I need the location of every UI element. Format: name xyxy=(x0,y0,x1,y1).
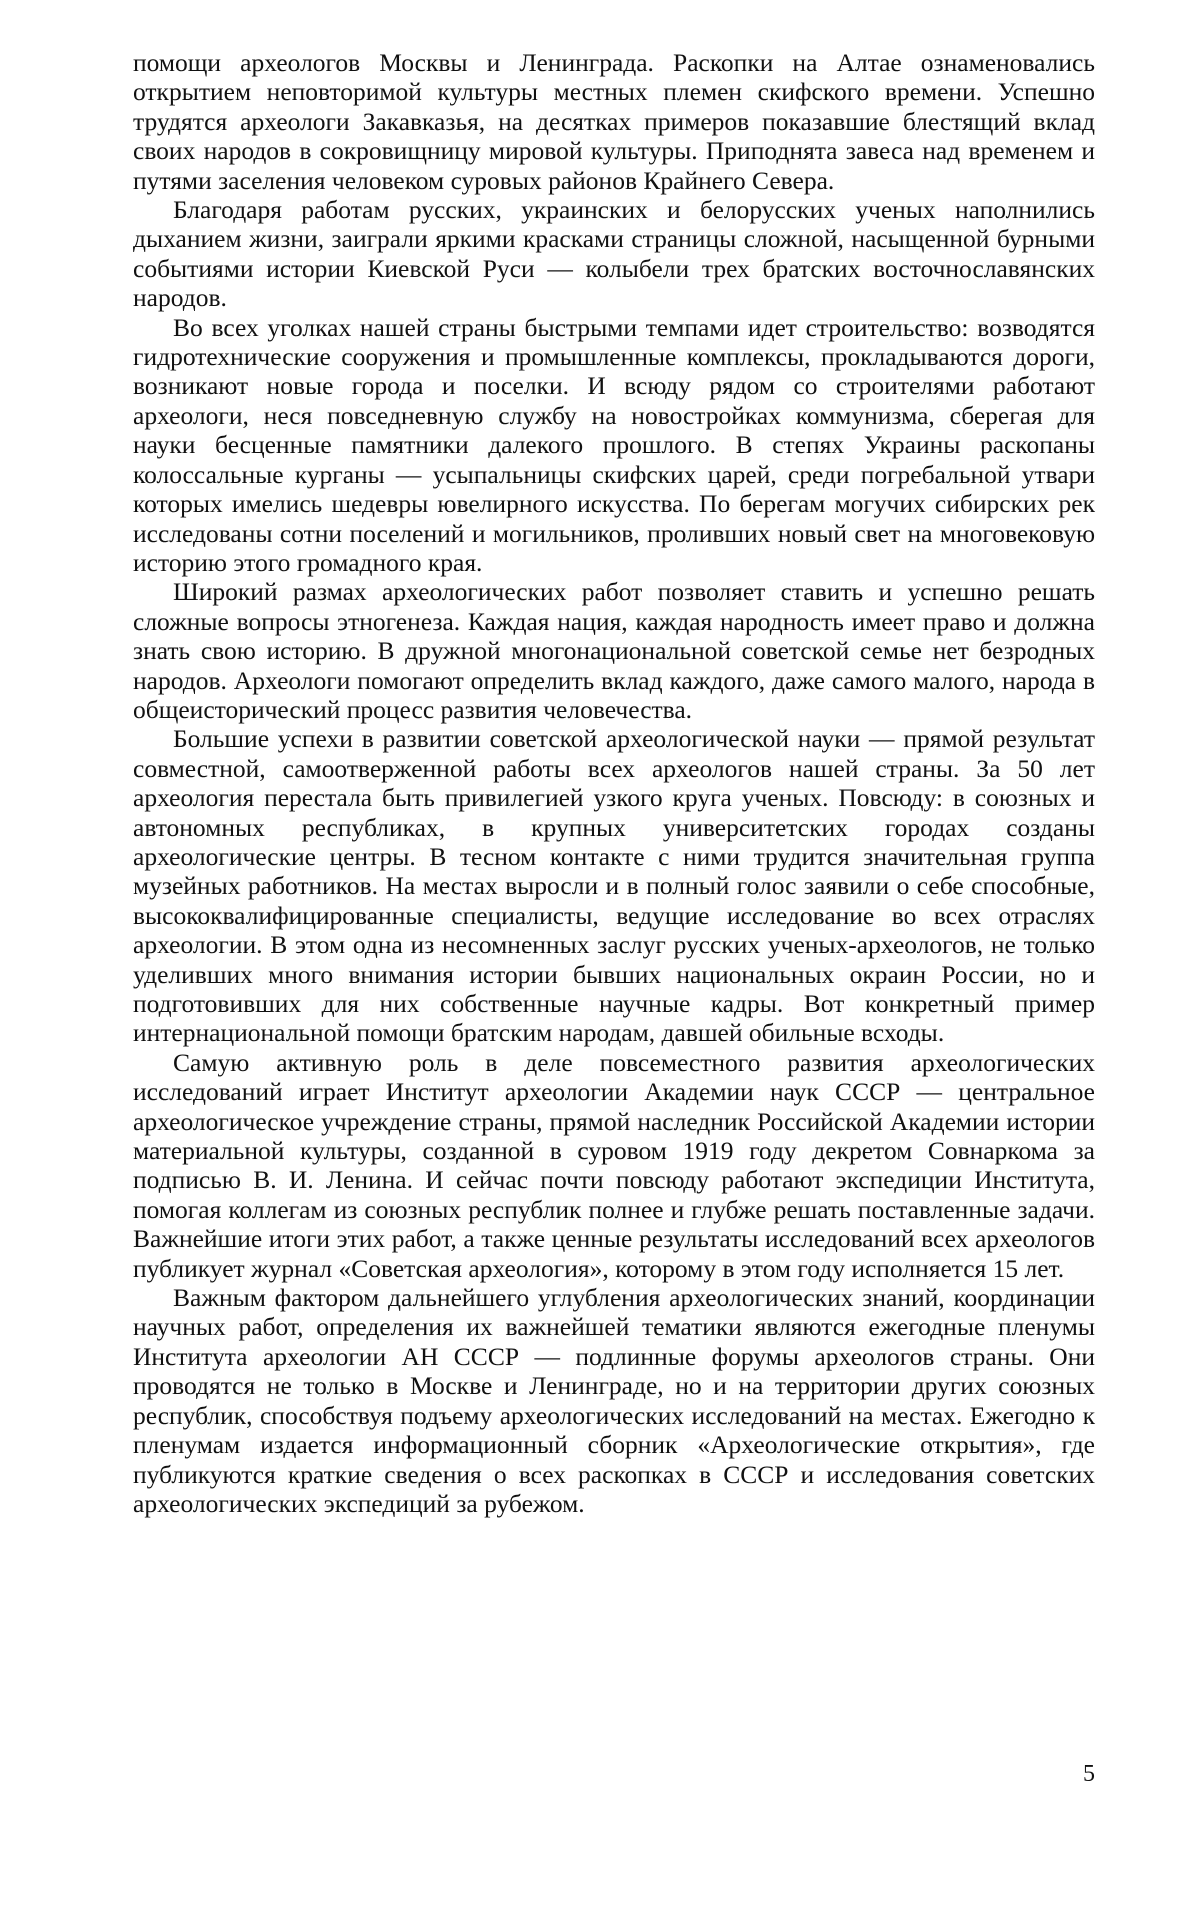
page-number: 5 xyxy=(1083,1761,1095,1787)
paragraph-5: Большие успехи в развитии советской археологической науки — прямой результат совместной, самоотверженной работы всех археологов нашей страны. За 50 лет археология перестала быть привилегией узкого круга ученых. Повсюду: в союзных и автономных республиках, в крупных университетских городах созданы археологические центры. В тесном контакте с ними трудится значительная группа музейных работников. На местах выросли и в полный голос заявили о себе способные, высококвалифицированные специалисты, ведущие исследование во всех отраслях археологии. В этом одна из несомненных заслуг русских ученых-археологов, не только уделивших много внимания истории бывших национальных окраин России, но и подготовивших для них собственные научные кадры. Вот конкретный пример интернациональной помощи братским народам, давшей обильные всходы. xyxy=(133,724,1095,1048)
paragraph-6: Самую активную роль в деле повсеместного развития археологических исследований играет Институт археологии Академии наук СССР — центральное археологическое учреждение страны, прямой наследник Российской Академии истории материальной культуры, созданной в суровом 1919 году декретом Совнаркома за подписью В. И. Ленина. И сейчас почти повсюду работают экспедиции Института, помогая коллегам из союзных республик полнее и глубже решать поставленные задачи. Важнейшие итоги этих работ, а также ценные результаты исследований всех археологов публикует журнал «Советская археология», которому в этом году исполняется 15 лет. xyxy=(133,1047,1095,1283)
paragraph-1: помощи археологов Москвы и Ленинграда. Раскопки на Алтае ознаменовались открытием неповторимой культуры местных племен скифского времени. Успешно трудятся археологи Закавказья, на десятках примеров показавшие блестящий вклад своих народов в сокровищницу мировой культуры. Приподнята завеса над временем и путями заселения человеком суровых районов Крайнего Севера. xyxy=(133,48,1095,195)
paragraph-2: Благодаря работам русских, украинских и белорусских ученых наполнились дыханием жизни, заиграли яркими красками страницы сложной, насыщенной бурными событиями истории Киевской Руси — колыбели трех братских восточнославянских народов. xyxy=(133,195,1095,313)
paragraph-3: Во всех уголках нашей страны быстрыми темпами идет строительство: возводятся гидротехнические сооружения и промышленные комплексы, прокладываются дороги, возникают новые города и поселки. И всюду рядом со строителями работают археологи, неся повседневную службу на новостройках коммунизма, сберегая для науки бесценные памятники далекого прошлого. В степях Украины раскопаны колоссальные курганы — усыпальницы скифских царей, среди погребальной утвари которых имелись шедевры ювелирного искусства. По берегам могучих сибирских рек исследованы сотни поселений и могильников, проливших новый свет на многовековую историю этого громадного края. xyxy=(133,312,1095,577)
page-body xyxy=(133,48,1095,1518)
paragraph-7: Важным фактором дальнейшего углубления археологических знаний, координации научных работ, определения их важнейшей тематики являются ежегодные пленумы Института археологии АН СССР — подлинные форумы археологов страны. Они проводятся не только в Москве и Ленинграде, но и на территории других союзных республик, способствуя подъему археологических исследований на местах. Ежегодно к пленумам издается информационный сборник «Археологические открытия», где публикуются краткие сведения о всех раскопках в СССР и исследования советских археологических экспедиций за рубежом. xyxy=(133,1283,1095,1518)
paragraph-4: Широкий размах археологических работ позволяет ставить и успешно решать сложные вопросы этногенеза. Каждая нация, каждая народность имеет право и должна знать свою историю. В дружной многонациональной советской семье нет безродных народов. Археологи помогают определить вклад каждого, даже самого малого, народа в общеисторический процесс развития человечества. xyxy=(133,577,1095,724)
